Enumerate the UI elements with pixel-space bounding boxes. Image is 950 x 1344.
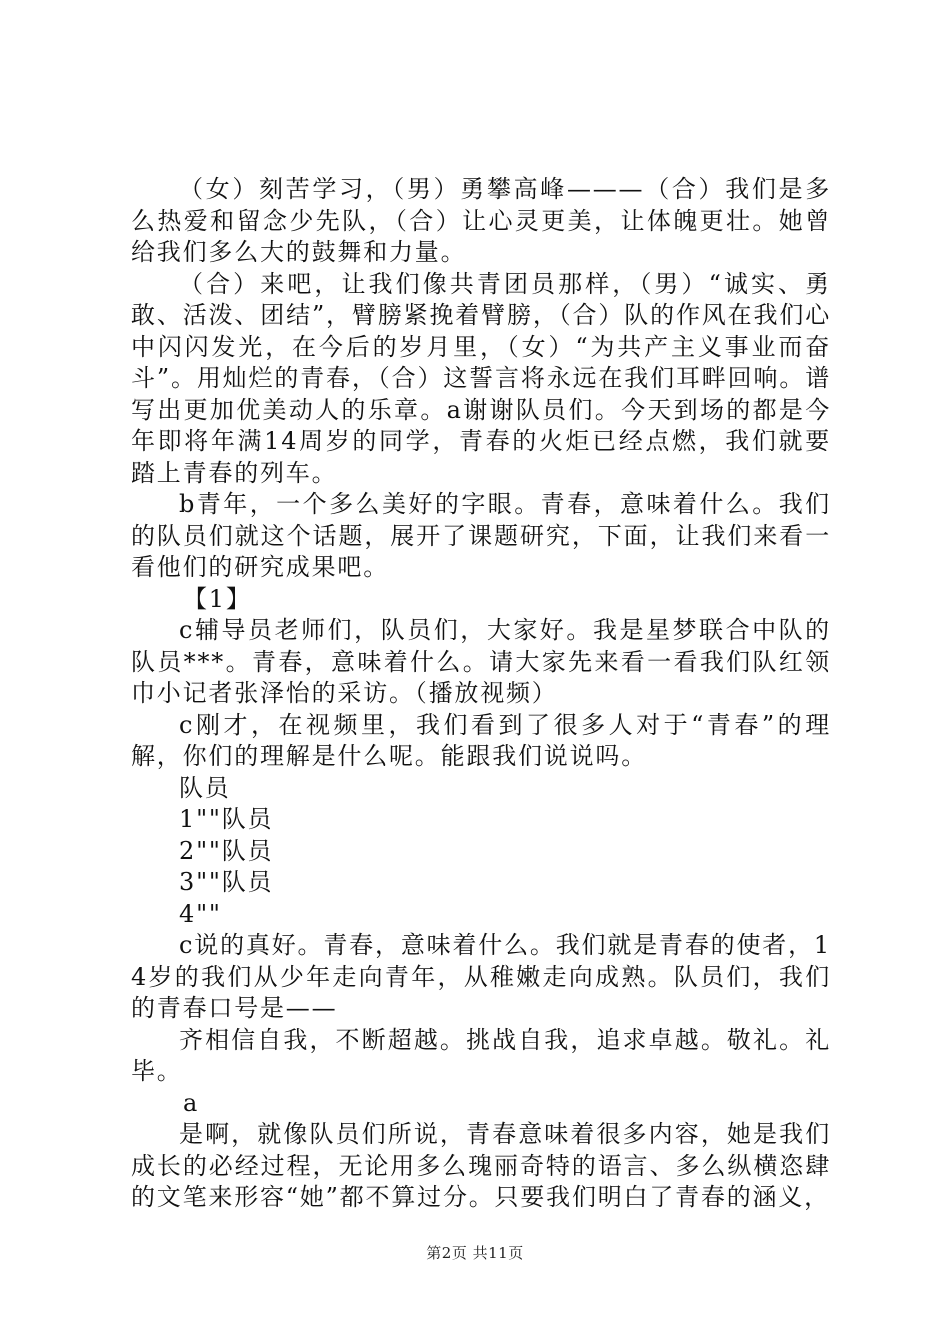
paragraph: （合）来吧，让我们像共青团员那样，（男）“诚实、勇敢、活泼、团结”，臂膀紧挽着臂膀，（合）队的作风在我们心中闪闪发光，在今后的岁月里，（女）“为共产主义事业而奋斗”。用灿烂的青春，（合）这誓言将永远在我们耳畔回响。谱写出更加优美动人的乐章。a谢谢队员们。今天到场的都是今年即将年满14周岁的同学，青春的火炬已经点燃，我们就要踏上青春的列车。: [131, 269, 831, 487]
speaker-line: 队员: [179, 773, 231, 802]
paragraph: 齐相信自我，不断超越。挑战自我，追求卓越。敬礼。礼毕。: [131, 1025, 831, 1085]
section-marker: 【1】: [183, 584, 252, 613]
speaker-line: 2""队员: [179, 836, 274, 865]
paragraph: b青年，一个多么美好的字眼。青春，意味着什么。我们的队员们就这个话题，展开了课题研究，下面，让我们来看一看他们的研究成果吧。: [131, 490, 831, 581]
paragraph: 是啊，就像队员们所说，青春意味着很多内容，她是我们成长的必经过程，无论用多么瑰丽奇特的语言、多么纵横恣肆的文笔来形容“她”都不算过分。只要我们明白了青春的涵义，: [131, 1120, 831, 1211]
speaker-line: 4"": [179, 899, 222, 928]
paragraph: （女）刻苦学习，（男）勇攀高峰———（合）我们是多么热爱和留念少先队，（合）让心灵更美，让体魄更壮。她曾给我们多么大的鼓舞和力量。: [131, 175, 831, 266]
speaker-line: a: [183, 1088, 200, 1117]
speaker-line: 3""队员: [179, 868, 274, 896]
document-body: [131, 174, 831, 1214]
paragraph: c辅导员老师们，队员们，大家好。我是星梦联合中队的队员***。青春，意味着什么。请大家先来看一看我们队红领巾小记者张泽怡的采访。（播放视频）: [131, 616, 831, 707]
paragraph: c刚才，在视频里，我们看到了很多人对于“青春”的理解，你们的理解是什么呢。能跟我们说说吗。: [131, 710, 831, 770]
page-number-footer: 第2页 共11页: [426, 1244, 524, 1262]
speaker-line: 1""队员: [179, 805, 274, 833]
paragraph: c说的真好。青春，意味着什么。我们就是青春的使者，14岁的我们从少年走向青年，从稚嫩走向成熟。队员们，我们的青春口号是——: [131, 931, 831, 1022]
